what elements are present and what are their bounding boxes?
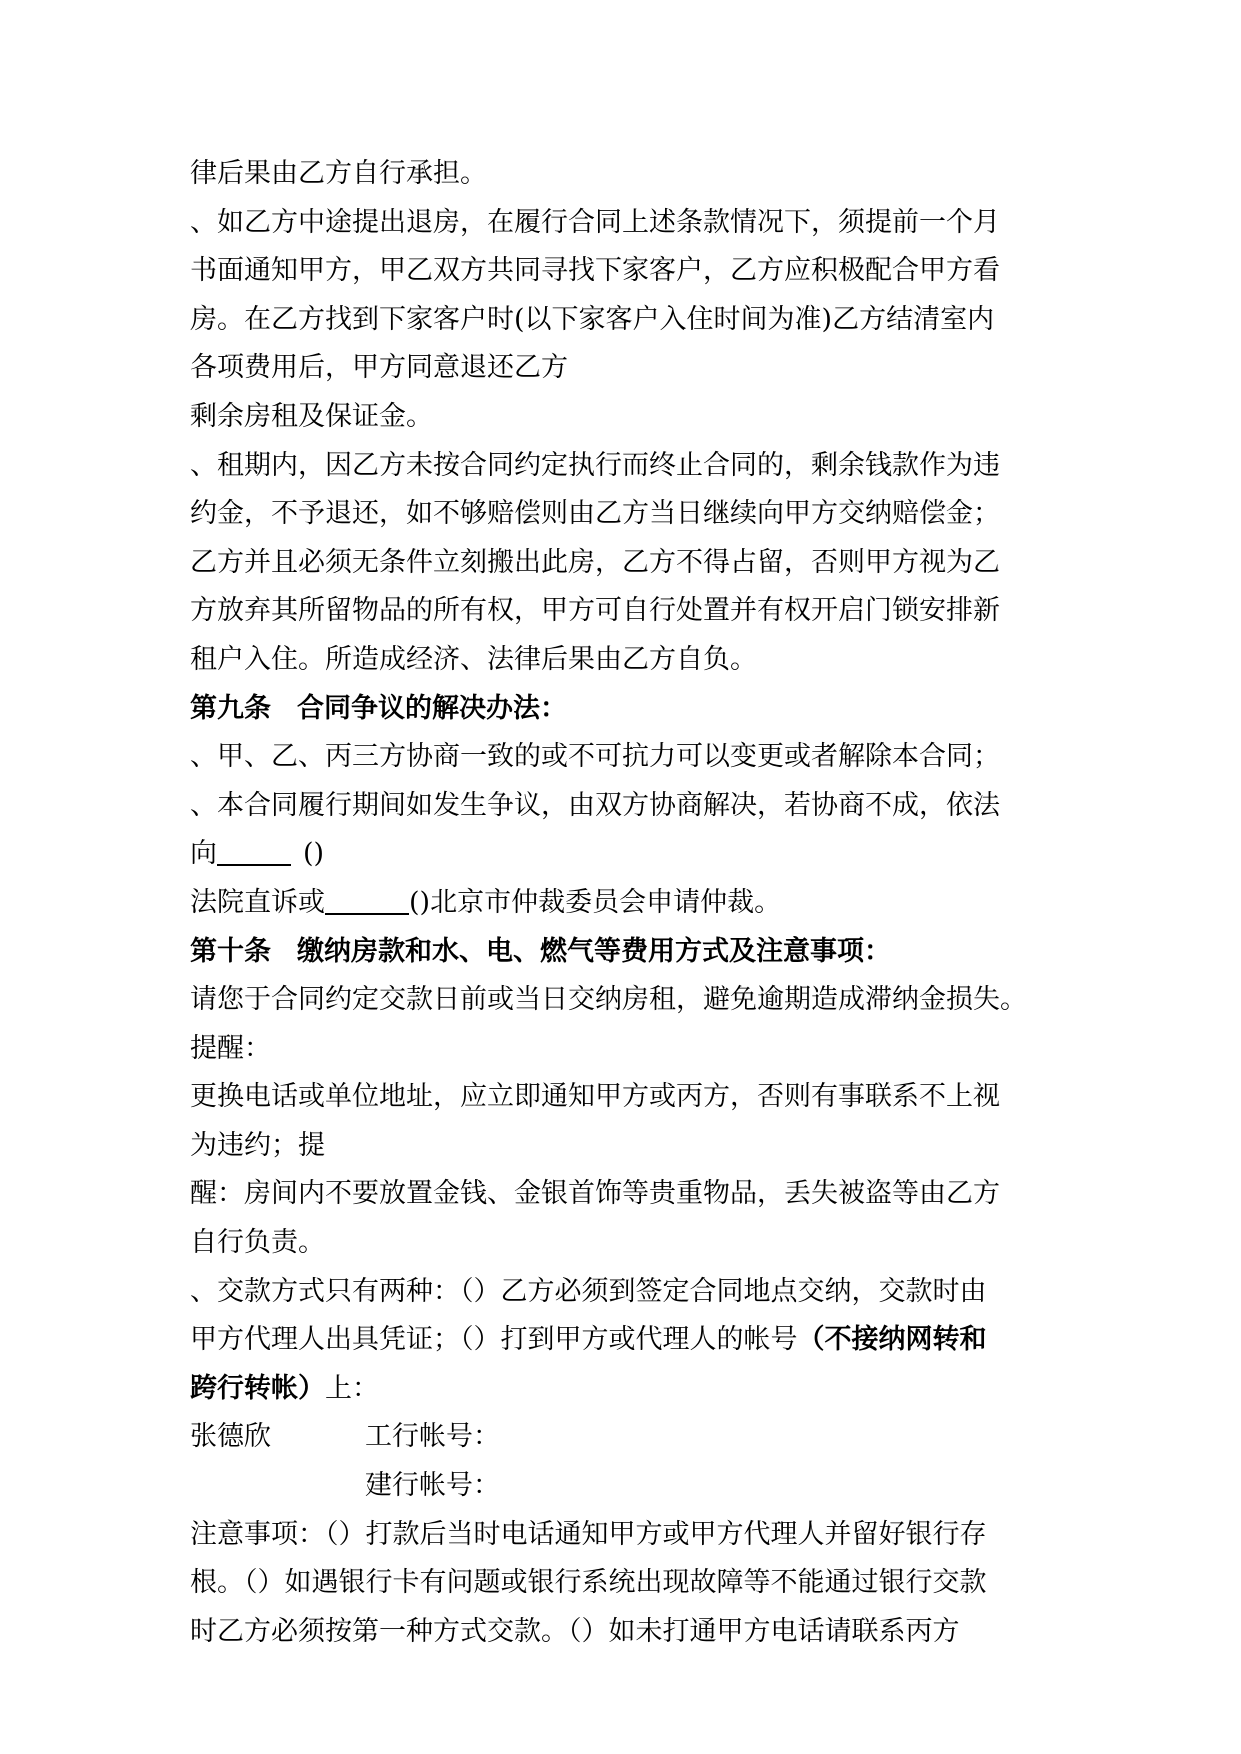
text-line: 律后果由乙方自行承担。 — [190, 158, 487, 189]
text-line: 根。（）如遇银行卡有问题或银行系统出现故障等不能通过银行交款 — [190, 1567, 987, 1599]
text-line: 书面通知甲方，甲乙双方共同寻找下家客户，乙方应积极配合甲方看 — [190, 255, 1000, 287]
text-line: 乙方并且必须无条件立刻搬出此房，乙方不得占留，否则甲方视为乙 — [190, 546, 1000, 578]
bold-fragment: （不接纳网转和 — [797, 1324, 987, 1356]
text-line: 醒：房间内不要放置金钱、金银首饰等贵重物品，丢失被盗等由乙方 — [190, 1178, 1000, 1210]
text-line: 房。在乙方找到下家客户时(以下家客户入住时间为准)乙方结清室内 — [190, 303, 995, 335]
text-line: 、如乙方中途提出退房，在履行合同上述条款情况下，须提前一个月 — [190, 206, 1000, 238]
text-line: 剩余房租及保证金。 — [190, 400, 433, 432]
text-line: 、本合同履行期间如发生争议，由双方协商解决，若协商不成，依法 — [190, 789, 1000, 821]
section-number: 第九条 — [190, 692, 271, 724]
fill-in-blank — [325, 887, 409, 915]
text-line-with-blank — [190, 879, 1070, 928]
account-line — [190, 1413, 1070, 1462]
text-line: 各项费用后，甲方同意退还乙方 — [190, 352, 568, 384]
account-line — [190, 1462, 1070, 1511]
text-line: 请您于合同约定交款日前或当日交纳房租，避免逾期造成滞纳金损失。 — [190, 984, 1027, 1016]
text-line-mixed — [190, 1365, 1070, 1414]
text-line: 、交款方式只有两种：（）乙方必须到签定合同地点交纳，交款时由 — [190, 1275, 987, 1307]
section-heading-10 — [190, 928, 1070, 977]
bold-fragment: 跨行转帐） — [190, 1372, 325, 1404]
section-title: 缴纳房款和水、电、燃气等费用方式及注意事项： — [297, 935, 891, 967]
text-line: 更换电话或单位地址，应立即通知甲方或丙方，否则有事联系不上视 — [190, 1081, 1000, 1113]
fill-in-blank — [217, 838, 291, 866]
text-fragment: 甲方代理人出具凭证；（）打到甲方或代理人的帐号 — [190, 1324, 798, 1356]
text-line: 、租期内，因乙方未按合同约定执行而终止合同的，剩余钱款作为违 — [190, 449, 1000, 481]
document-body — [190, 150, 1070, 1656]
text-line: 租户入住。所造成经济、法律后果由乙方自负。 — [190, 643, 757, 675]
text-line: 提醒： — [190, 1032, 271, 1064]
text-line: 为违约；提 — [190, 1129, 325, 1161]
section-title: 合同争议的解决办法： — [297, 692, 567, 724]
text-fragment: 法院直诉或 — [190, 886, 325, 918]
ccb-account-label: 建行帐号： — [365, 1470, 500, 1502]
account-holder-name: 张德欣 — [190, 1421, 271, 1453]
text-fragment: 上： — [325, 1372, 379, 1404]
text-line: 注意事项：（）打款后当时电话通知甲方或甲方代理人并留好银行存 — [190, 1518, 987, 1550]
section-heading-9 — [190, 685, 1070, 734]
icbc-account-label: 工行帐号： — [365, 1421, 500, 1453]
text-fragment: () — [303, 838, 325, 870]
text-line-with-blank — [190, 830, 1070, 879]
text-fragment: 向 — [190, 838, 217, 870]
text-line: 、甲、乙、丙三方协商一致的或不可抗力可以变更或者解除本合同； — [190, 741, 1000, 773]
text-line: 时乙方必须按第一种方式交款。（）如未打通甲方电话请联系丙方 — [190, 1615, 960, 1647]
text-line-mixed — [190, 1316, 1070, 1365]
text-line: 自行负责。 — [190, 1227, 325, 1259]
section-number: 第十条 — [190, 935, 271, 967]
text-line: 约金，不予退还，如不够赔偿则由乙方当日继续向甲方交纳赔偿金； — [190, 498, 1000, 530]
text-fragment: ()北京市仲裁委员会申请仲裁。 — [409, 886, 782, 918]
text-line: 方放弃其所留物品的所有权，甲方可自行处置并有权开启门锁安排新 — [190, 595, 1000, 627]
